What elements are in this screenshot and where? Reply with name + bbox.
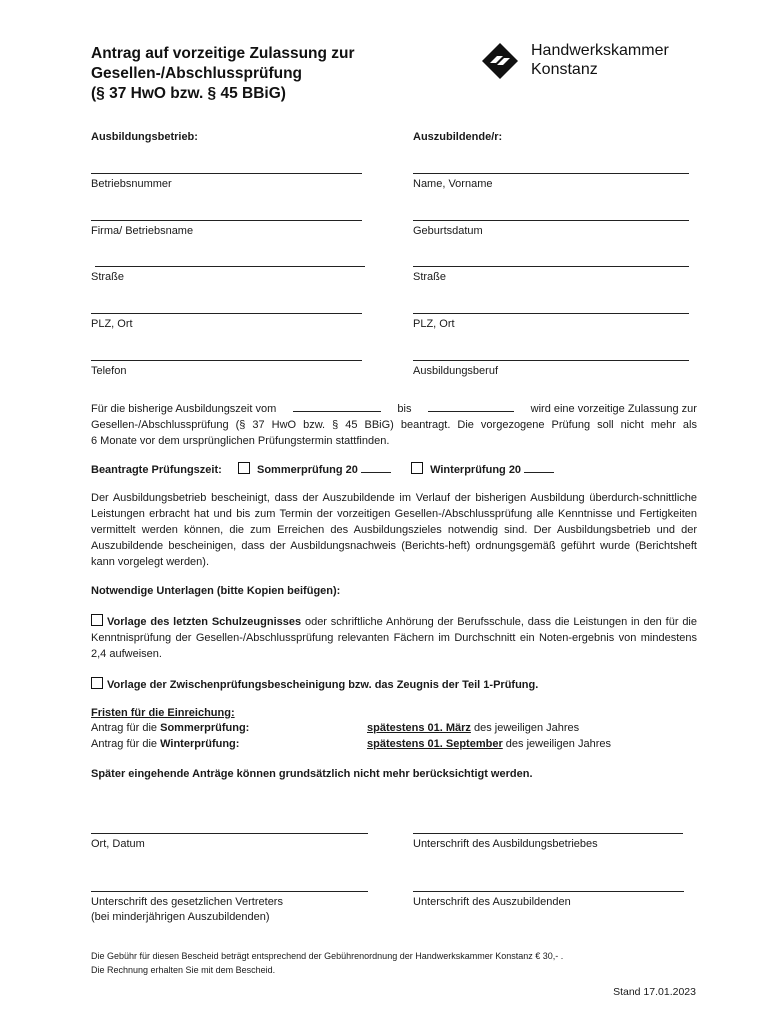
unterschrift-vertreter-label: Unterschrift des gesetzlichen Vertreters (91, 896, 283, 908)
logo-line-2: Konstanz (531, 61, 598, 78)
zwischenpruefung-checkbox[interactable] (91, 677, 103, 689)
geburtsdatum-line[interactable] (413, 220, 689, 221)
fristen-row-sommer (91, 722, 249, 734)
right-column-header: Auszubildende/r: (413, 131, 503, 143)
zeitraum-bis-field[interactable] (428, 401, 514, 412)
strasse-azubi-line[interactable] (413, 266, 689, 267)
hwk-logo-icon (481, 42, 519, 80)
fristen-row1-prefix: Antrag für die (91, 722, 158, 734)
zeitraum-von-field[interactable] (293, 401, 381, 412)
intro-paragraph (91, 401, 697, 449)
intro-line-3: 6 Monate vor dem ursprünglichen Prüfungstermin stattfinden. (91, 435, 390, 447)
betriebsnummer-line[interactable] (91, 173, 362, 174)
fristen-heading: Fristen für die Einreichung: (91, 707, 235, 719)
footer-gebuehr: Die Gebühr für diesen Bescheid beträgt entsprechend der Gebührenordnung der Handwerkskammer Konstanz € 30,- . (91, 951, 564, 961)
strasse-azubi-label: Straße (413, 271, 447, 283)
plz-ort-azubi-label: PLZ, Ort (413, 318, 455, 330)
unterschrift-vertreter-line[interactable] (91, 891, 368, 892)
pruefungszeit-label: Beantragte Prüfungszeit: (91, 464, 222, 476)
unterschrift-azubi-line[interactable] (413, 891, 684, 892)
geburtsdatum-label: Geburtsdatum (413, 225, 483, 237)
footer-rechnung: Die Rechnung erhalten Sie mit dem Bescheid. (91, 965, 276, 975)
unterlagen-item-1 (91, 614, 697, 662)
intro-line-2: Gesellen-/Abschlussprüfung (§ 37 HwO bzw. § 45 BBiG) beantragt. Die vorgezogene Prüfung soll nicht mehr als (91, 419, 697, 431)
logo-line-1: Handwerkskammer (531, 42, 669, 59)
ausbildungsberuf-label: Ausbildungsberuf (413, 365, 499, 377)
sommerpruefung-checkbox[interactable] (238, 462, 250, 474)
title-line-1: Antrag auf vorzeitige Zulassung zur (91, 45, 355, 62)
name-line[interactable] (413, 173, 689, 174)
spaeter-notice: Später eingehende Anträge können grundsätzlich nicht mehr berücksichtigt werden. (91, 768, 533, 780)
form-title (91, 44, 421, 104)
winterpruefung-checkbox[interactable] (411, 462, 423, 474)
ort-datum-label: Ort, Datum (91, 838, 145, 850)
pruefungszeit-row (91, 462, 554, 476)
unterschrift-azubi-label: Unterschrift des Auszubildenden (413, 896, 571, 908)
fristen-row1-deadline: spätestens 01. März (367, 722, 471, 734)
betriebsnummer-label: Betriebsnummer (91, 178, 172, 190)
schulzeugnis-bold: Vorlage des letzten Schulzeugnisses (107, 616, 302, 628)
fristen-row-winter-deadline (367, 738, 611, 750)
intro-part-2: bis (397, 403, 412, 415)
fristen-row-sommer-deadline (367, 722, 579, 734)
footer-stand: Stand 17.01.2023 (613, 986, 696, 998)
winterpruefung-year-field[interactable] (524, 462, 554, 473)
logo-text (531, 41, 669, 79)
fristen-row2-prefix: Antrag für die (91, 738, 158, 750)
telefon-line[interactable] (91, 360, 362, 361)
plz-ort-azubi-line[interactable] (413, 313, 689, 314)
firma-label: Firma/ Betriebsname (91, 225, 194, 237)
unterschrift-betrieb-line[interactable] (413, 833, 683, 834)
intro-part-3: wird eine vorzeitige Zulassung zur (530, 403, 697, 415)
unterlagen-item-2 (91, 677, 538, 691)
title-line-3: (§ 37 HwO bzw. § 45 BBiG) (91, 85, 286, 102)
fristen-row-winter (91, 738, 239, 750)
plz-ort-betrieb-label: PLZ, Ort (91, 318, 133, 330)
fristen-row1-suffix: des jeweiligen Jahres (474, 722, 580, 734)
fristen-row2-bold: Winterprüfung: (160, 738, 240, 750)
ort-datum-line[interactable] (91, 833, 368, 834)
sommerpruefung-year-field[interactable] (361, 462, 391, 473)
sommerpruefung-label: Sommerprüfung 20 (256, 464, 358, 476)
title-line-2: Gesellen-/Abschlussprüfung (91, 65, 303, 82)
unterschrift-betrieb-label: Unterschrift des Ausbildungsbetriebes (413, 838, 598, 850)
strasse-betrieb-label: Straße (91, 271, 125, 283)
unterschrift-vertreter-note: (bei minderjährigen Auszubildenden) (91, 911, 270, 923)
zwischenpruefung-label: Vorlage der Zwischenprüfungsbescheinigung bzw. das Zeugnis der Teil 1-Prüfung. (107, 679, 539, 691)
bescheinigung-paragraph: Der Ausbildungsbetrieb bescheinigt, dass der Auszubildende im Verlauf der bisherigen Ausbildung überdurch-schnittliche Leistungen erbracht hat und bis zum Termin der vorzeitigen Gesellen-/Abschlussprüfung alle Kenntnisse und Fertigkeiten vermittelt werden können, die zum Erreichen des Ausbildungszieles notwendig sind. Der Ausbildungsbetrieb und der Auszubildende bescheinigen, dass der Ausbildungsnachweis (Berichts-heft) ordnungsgemäß geführt wurde (Berichtsheft kann vorgelegt werden). (91, 492, 697, 568)
ausbildungsberuf-line[interactable] (413, 360, 689, 361)
strasse-betrieb-line[interactable] (95, 266, 365, 267)
firma-line[interactable] (91, 220, 362, 221)
schulzeugnis-checkbox[interactable] (91, 614, 103, 626)
winterpruefung-label: Winterprüfung 20 (430, 464, 522, 476)
telefon-label: Telefon (91, 365, 127, 377)
left-column-header: Ausbildungsbetrieb: (91, 131, 198, 143)
unterlagen-heading: Notwendige Unterlagen (bitte Kopien beifügen): (91, 585, 341, 597)
name-label: Name, Vorname (413, 178, 493, 190)
schulzeugnis-text: oder schriftliche Anhörung der Berufsschule, dass die Leistungen in den für die Kenntnisprüfung der Gesellen-/Abschlussprüfung relevanten Fächern im Durchschnitt ein Noten-ergebnis von mindestens 2,4 aufweisen. (91, 616, 697, 660)
fristen-row2-suffix: des jeweiligen Jahres (505, 738, 611, 750)
fristen-row2-deadline: spätestens 01. September (367, 738, 503, 750)
fristen-row1-bold: Sommerprüfung: (160, 722, 250, 734)
intro-part-1: Für die bisherige Ausbildungszeit vom (91, 403, 277, 415)
plz-ort-betrieb-line[interactable] (91, 313, 362, 314)
